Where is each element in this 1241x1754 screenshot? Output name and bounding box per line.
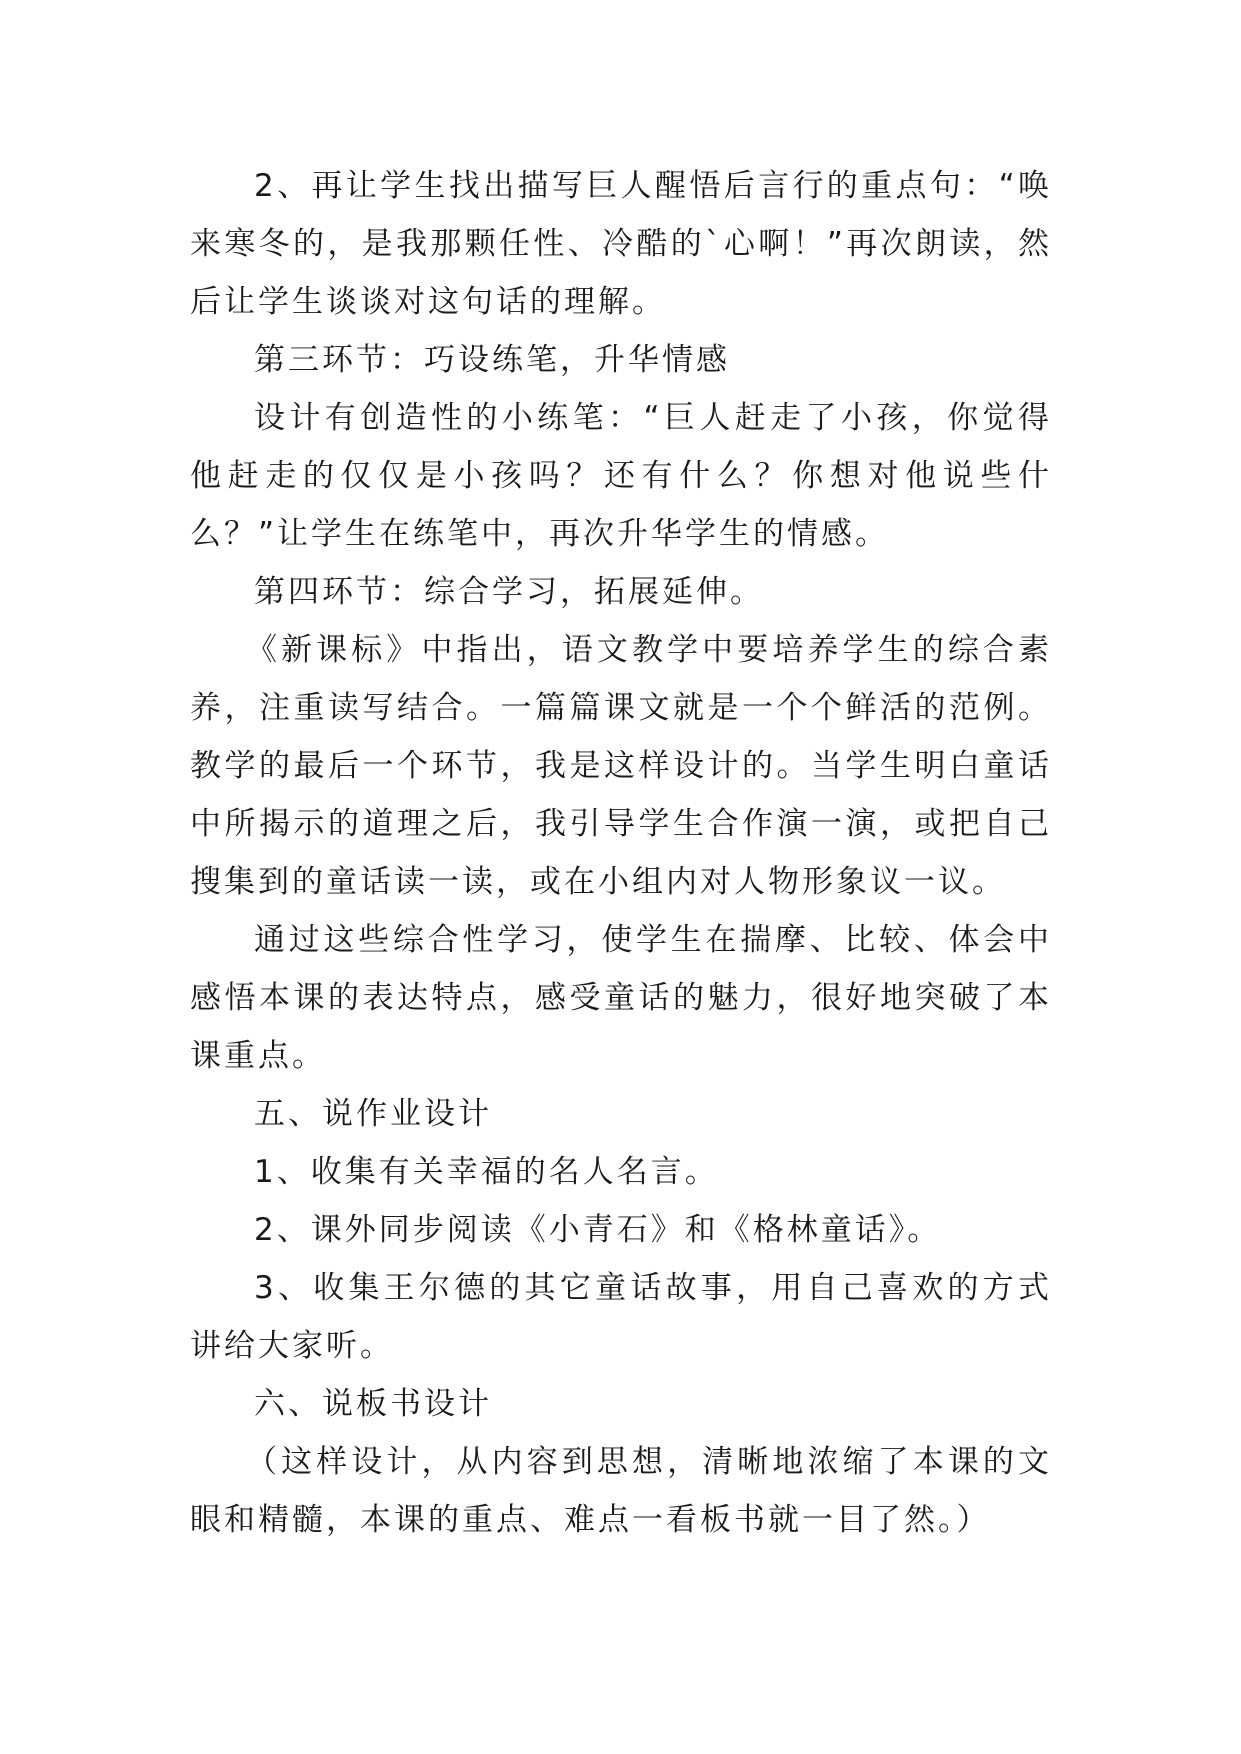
homework-item-3: 3、收集王尔德的其它童话故事，用自己喜欢的方式讲给大家听。 — [190, 1270, 1052, 1364]
heading-section-four: 第四环节：综合学习，拓展延伸。 — [254, 574, 764, 610]
heading-blackboard-design: 六、说板书设计 — [254, 1386, 492, 1422]
document-body — [190, 157, 1052, 1549]
paragraph-writing-exercise: 设计有创造性的小练笔：“巨人赶走了小孩，你觉得他赶走的仅仅是小孩吗？还有什么？你想对他说些什么？”让学生在练笔中，再次升华学生的情感。 — [190, 400, 1052, 552]
homework-item-2: 2、课外同步阅读《小青石》和《格林童话》。 — [254, 1212, 942, 1248]
paragraph-blackboard-note: （这样设计，从内容到思想，清晰地浓缩了本课的文眼和精髓，本课的重点、难点一看板书就一目了然。） — [190, 1444, 1052, 1538]
paragraph-comprehensive-study: 通过这些综合性学习，使学生在揣摩、比较、体会中感悟本课的表达特点，感受童话的魅力，很好地突破了本课重点。 — [190, 922, 1052, 1074]
heading-homework-design: 五、说作业设计 — [254, 1096, 492, 1132]
paragraph-key-sentence: 2、再让学生找出描写巨人醒悟后言行的重点句：“唤来寒冬的，是我那颗任性、冷酷的`心啊！”再次朗读，然后让学生谈谈对这句话的理解。 — [190, 168, 1052, 320]
homework-item-1: 1、收集有关幸福的名人名言。 — [254, 1154, 719, 1190]
heading-section-three: 第三环节：巧设练笔，升华情感 — [254, 342, 730, 378]
paragraph-curriculum: 《新课标》中指出，语文教学中要培养学生的综合素养，注重读写结合。一篇篇课文就是一个个鲜活的范例。教学的最后一个环节，我是这样设计的。当学生明白童话中所揭示的道理之后，我引导学生合作演一演，或把自己搜集到的童话读一读，或在小组内对人物形象议一议。 — [190, 632, 1052, 900]
